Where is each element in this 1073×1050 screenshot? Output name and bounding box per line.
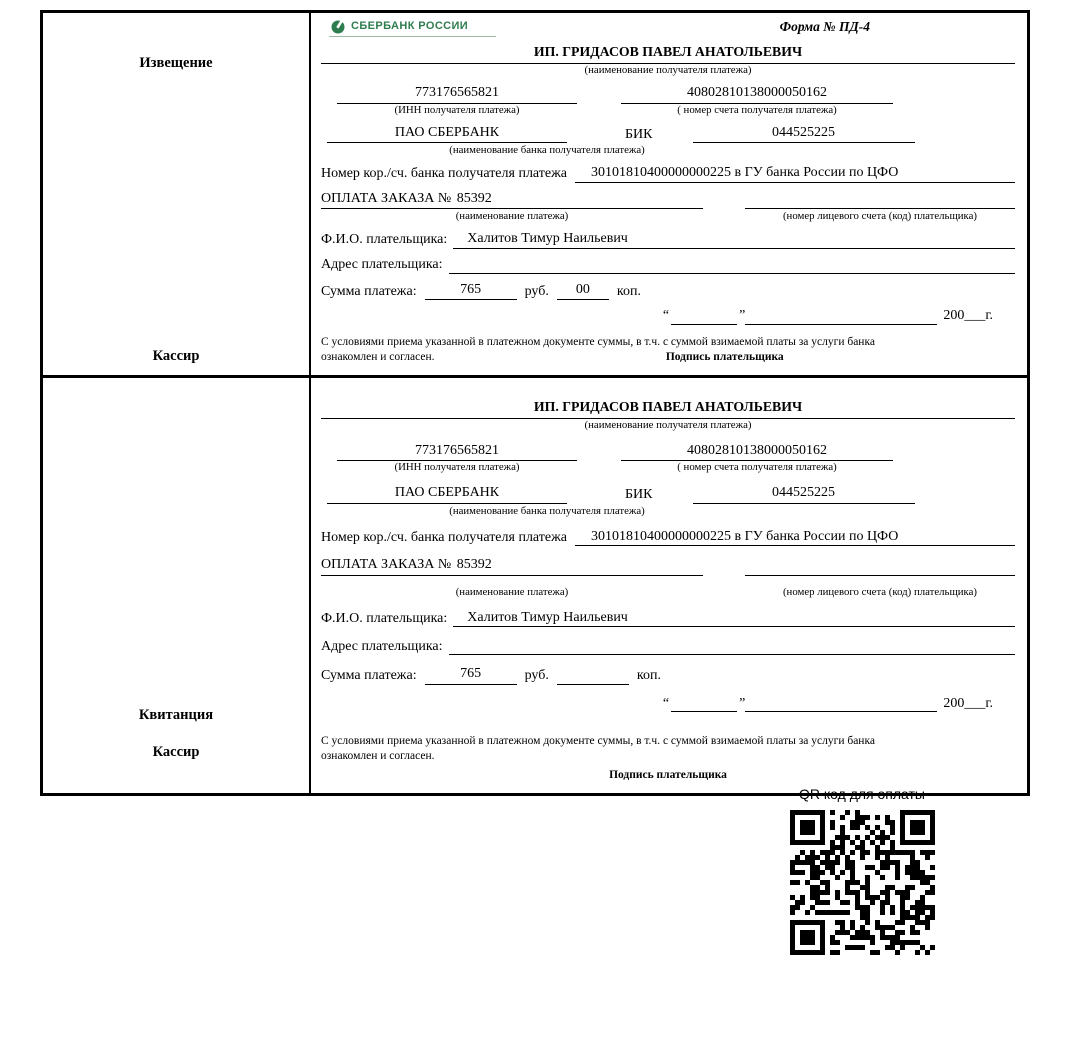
agreement-line2: ознакомлен и согласен. <box>321 350 435 363</box>
bik-value: 044525225 <box>693 124 915 144</box>
caption-account: ( номер счета получателя платежа) <box>677 461 837 474</box>
date-year-text: 200___г. <box>943 695 993 711</box>
payment-purpose-field <box>321 190 703 210</box>
qr-label: QR код для оплаты <box>798 786 925 802</box>
date-year-text: 200___г. <box>943 308 993 324</box>
section-notice <box>43 13 1027 375</box>
payment-purpose-row <box>321 556 1015 576</box>
rubles-label: руб. <box>524 668 549 684</box>
caption-recipient: (наименование получателя платежа) <box>584 418 752 431</box>
payment-sum-row <box>321 665 1015 685</box>
receipt-body <box>311 378 1027 794</box>
bik-label: БИК <box>625 487 653 503</box>
payer-name-value: Халитов Тимур Наильевич <box>453 230 1015 249</box>
bank-name-value: ПАО СБЕРБАНК <box>327 484 567 504</box>
stub-cashier-label: Кассир <box>152 347 200 364</box>
date-open-quote: “ <box>662 695 670 711</box>
date-open-quote: “ <box>662 308 670 324</box>
date-close-quote: ” <box>739 695 746 711</box>
caption-payment-purpose: (наименование платежа) <box>455 210 569 223</box>
bank-row <box>321 484 1015 504</box>
payment-purpose-field <box>321 556 703 576</box>
payer-address-row <box>321 637 1015 655</box>
caption-bank: (наименование банка получателя платежа) <box>449 144 645 157</box>
payment-purpose-row <box>321 190 1015 210</box>
payment-purpose-text: ОПЛАТА ЗАКАЗА № <box>321 557 452 573</box>
notice-stub <box>43 13 311 375</box>
stub-cashier-label: Кассир <box>152 744 200 761</box>
form-number-label: Форма № ПД-4 <box>779 19 870 34</box>
payer-address-value <box>449 637 1015 655</box>
payer-address-label: Адрес плательщика: <box>321 257 443 273</box>
corr-account-value: 30101810400000000225 в ГУ банка России по ЦФО <box>575 164 1015 183</box>
purpose-captions-row <box>321 210 1015 223</box>
sum-kopecks-value: 00 <box>557 281 609 301</box>
date-day-line <box>671 309 737 325</box>
corr-account-row <box>321 164 1015 183</box>
payer-name-row <box>321 609 1015 628</box>
agreement-block <box>321 335 1015 365</box>
kopecks-label: коп. <box>616 283 641 299</box>
agreement-line2-row <box>321 350 1015 365</box>
payer-signature-label: Подпись плательщика <box>665 350 784 363</box>
inn-account-row <box>321 442 1015 475</box>
caption-payment-purpose: (наименование платежа) <box>455 585 569 598</box>
qr-code <box>790 810 935 955</box>
caption-bank: (наименование банка получателя платежа) <box>449 504 645 517</box>
account-column <box>621 84 893 117</box>
section-receipt <box>43 375 1027 794</box>
caption-account: ( номер счета получателя платежа) <box>677 103 837 116</box>
order-number: 85392 <box>456 557 492 573</box>
caption-inn: (ИНН получателя платежа) <box>394 103 520 116</box>
stub-title-receipt: Квитанция <box>138 707 214 724</box>
date-close-quote: ” <box>739 308 746 324</box>
kopecks-label: коп. <box>636 668 661 684</box>
qr-block <box>762 786 962 958</box>
payer-name-row <box>321 230 1015 249</box>
payer-address-label: Адрес плательщика: <box>321 638 443 654</box>
notice-header-row <box>321 19 1015 41</box>
inn-value: 773176565821 <box>337 442 577 462</box>
stub-title-notice: Извещение <box>139 55 213 71</box>
bik-label: БИК <box>625 126 653 142</box>
payment-purpose-text: ОПЛАТА ЗАКАЗА № <box>321 190 452 206</box>
sum-label: Сумма платежа: <box>321 668 417 684</box>
sum-rubles-value: 765 <box>425 281 517 301</box>
agreement-line1: С условиями приема указанной в платежном документе суммы, в т.ч. с суммой взимаемой платы за услуги банка <box>321 335 875 348</box>
caption-personal-account: (номер лицевого счета (код) плательщика) <box>782 585 978 598</box>
date-month-line <box>745 696 937 712</box>
caption-recipient: (наименование получателя платежа) <box>584 64 752 77</box>
recipient-name: ИП. ГРИДАСОВ ПАВЕЛ АНАТОЛЬЕВИЧ <box>321 43 1015 64</box>
sum-rubles-value: 765 <box>425 665 517 685</box>
sum-kopecks-value <box>557 667 629 685</box>
personal-account-field <box>745 558 1015 576</box>
bik-value: 044525225 <box>693 484 915 504</box>
date-row <box>321 695 993 713</box>
corr-account-label: Номер кор./сч. банка получателя платежа <box>321 529 567 545</box>
inn-value: 773176565821 <box>337 84 577 104</box>
sberbank-logo-text: СБЕРБАНК РОССИИ <box>351 20 469 33</box>
receipt-stub <box>43 378 311 794</box>
recipient-name: ИП. ГРИДАСОВ ПАВЕЛ АНАТОЛЬЕВИЧ <box>321 398 1015 419</box>
order-number: 85392 <box>456 190 492 206</box>
inn-column <box>337 84 577 117</box>
purpose-captions-row <box>321 586 1015 599</box>
corr-account-row <box>321 528 1015 547</box>
bank-row <box>321 124 1015 144</box>
account-column <box>621 442 893 475</box>
corr-account-value: 30101810400000000225 в ГУ банка России по ЦФО <box>575 528 1015 547</box>
account-value: 40802810138000050162 <box>621 84 893 104</box>
payer-name-label: Ф.И.О. плательщика: <box>321 232 448 248</box>
agreement-line1: С условиями приема указанной в платежном документе суммы, в т.ч. с суммой взимаемой платы за услуги банка <box>321 735 875 748</box>
date-row <box>321 307 993 325</box>
date-month-line <box>745 309 937 325</box>
account-value: 40802810138000050162 <box>621 442 893 462</box>
personal-account-field <box>745 191 1015 209</box>
pd4-payment-form <box>40 10 1030 796</box>
bank-name-value: ПАО СБЕРБАНК <box>327 124 567 144</box>
caption-inn: (ИНН получателя платежа) <box>394 461 520 474</box>
sum-label: Сумма платежа: <box>321 283 417 299</box>
payer-address-row <box>321 256 1015 274</box>
inn-account-row <box>321 84 1015 117</box>
payer-signature-label: Подпись плательщика <box>609 769 727 782</box>
sberbank-logo <box>329 19 496 37</box>
payer-name-value: Халитов Тимур Наильевич <box>453 609 1015 628</box>
payment-sum-row <box>321 281 1015 301</box>
inn-column <box>337 442 577 475</box>
caption-personal-account: (номер лицевого счета (код) плательщика) <box>782 210 978 223</box>
payer-address-value <box>449 256 1015 274</box>
payer-name-label: Ф.И.О. плательщика: <box>321 610 448 626</box>
agreement-block <box>321 734 1015 783</box>
sberbank-logo-icon <box>331 20 345 34</box>
agreement-line2: ознакомлен и согласен. <box>321 750 435 763</box>
notice-body <box>311 13 1027 375</box>
corr-account-label: Номер кор./сч. банка получателя платежа <box>321 166 567 182</box>
date-day-line <box>671 696 737 712</box>
rubles-label: руб. <box>524 283 549 299</box>
